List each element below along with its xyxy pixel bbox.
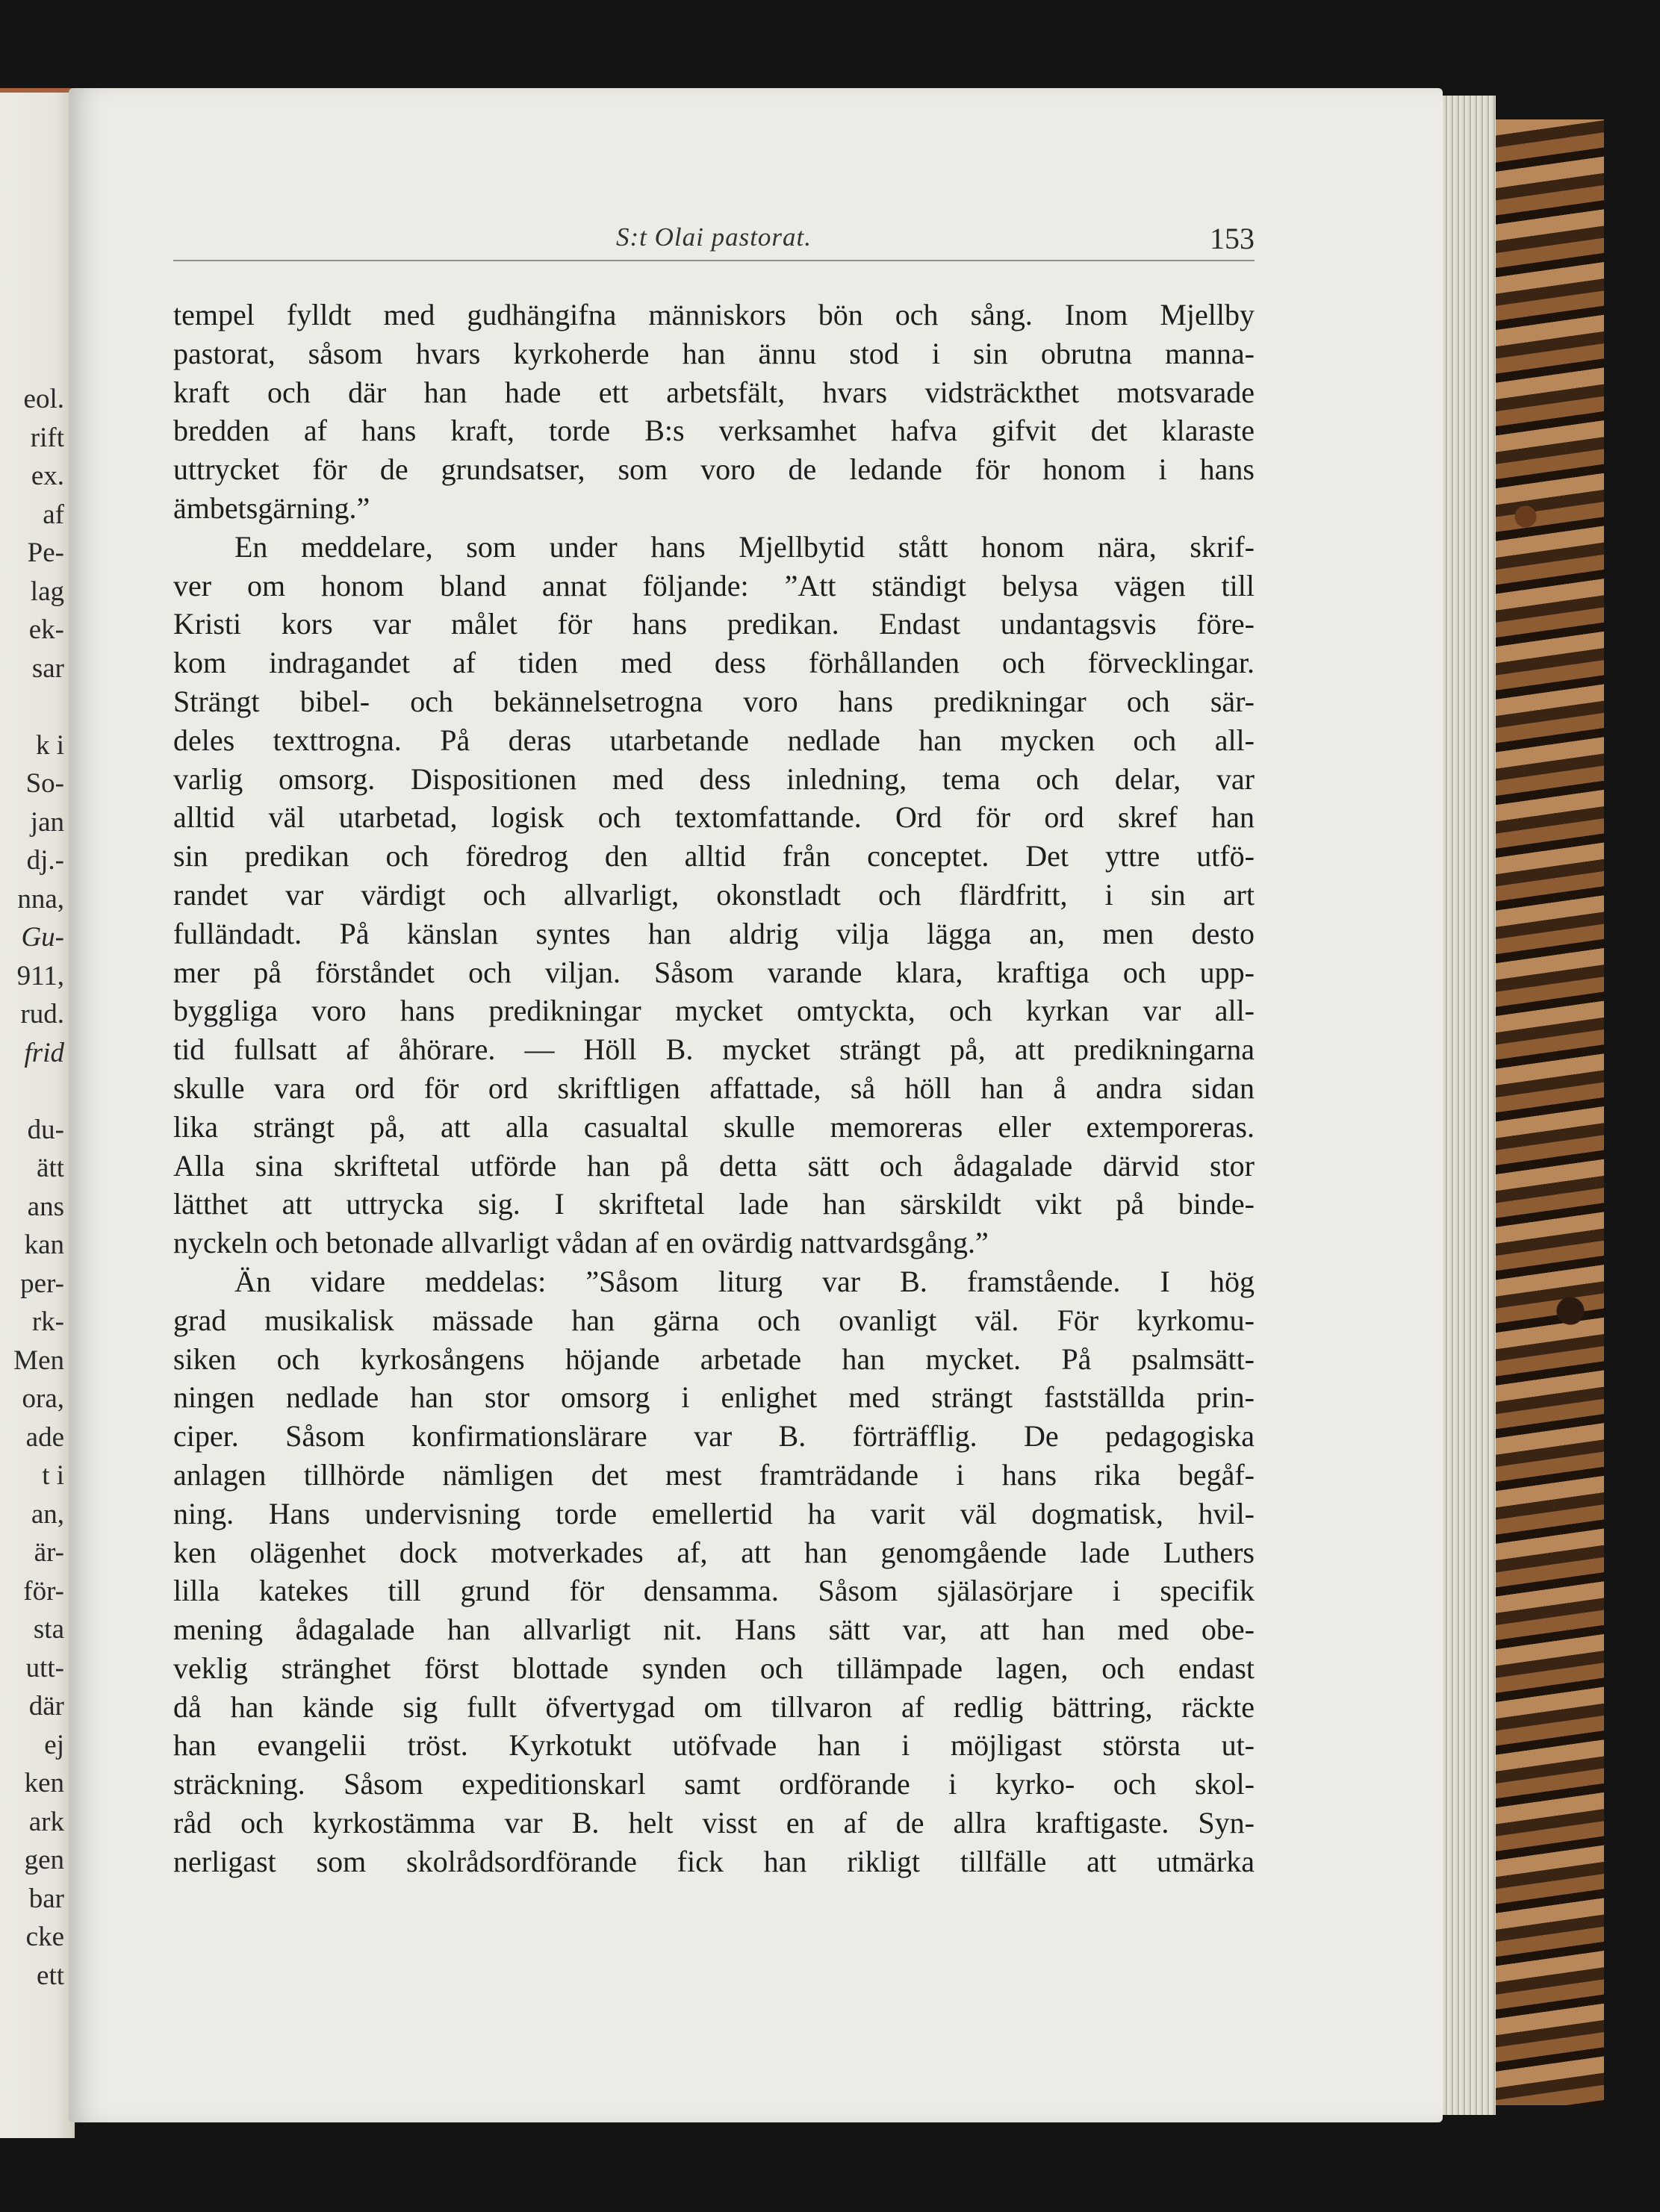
text-line: fulländadt. På känslan syntes han aldrig vilja lägga an, men desto xyxy=(173,916,1255,950)
page-number: 153 xyxy=(1210,222,1255,255)
previous-page-fragment: eol. xyxy=(23,384,64,414)
text-line: kom indragandet af tiden med dess förhållanden och förvecklingar. xyxy=(173,646,1255,680)
previous-page-fragment: ans xyxy=(27,1191,64,1222)
previous-page-sliver xyxy=(0,88,75,2138)
text-line: nerligast som skolrådsordförande fick han rikligt tillfälle att utmärka xyxy=(173,1844,1255,1878)
text-line: ciper. Såsom konfirmationslärare var B. förträfflig. De pedagogiska xyxy=(173,1419,1255,1454)
text-line: alltid väl utarbetad, logisk och textomfattande. Ord för ord skref han xyxy=(173,800,1255,835)
previous-page-fragment: ora, xyxy=(22,1383,64,1414)
text-line: pastorat, såsom hvars kyrkoherde han ännu stod i sin obrutna manna- xyxy=(173,336,1255,370)
previous-page-fragment: an, xyxy=(31,1498,64,1530)
previous-page-fragment: ark xyxy=(28,1806,64,1837)
text-line: han evangelii tröst. Kyrkotukt utöfvade han i möjligast största ut- xyxy=(173,1728,1255,1763)
previous-page-fragment: rk- xyxy=(31,1306,64,1337)
previous-page-fragment: per- xyxy=(20,1268,64,1299)
previous-page-fragment: där xyxy=(28,1691,64,1722)
text-line: kraft och där han hade ett arbetsfält, hvars vidsträckthet motsvarade xyxy=(173,375,1255,409)
previous-page-fragment: ett xyxy=(37,1960,64,1991)
text-line: randet var värdigt och allvarligt, okonstladt och flärdfritt, i sin art xyxy=(173,877,1255,912)
previous-page-fragment: ade xyxy=(25,1421,64,1453)
previous-page-fragment: är- xyxy=(34,1537,64,1568)
text-line: lilla katekes till grund för densamma. Såsom själasörjare i specifik xyxy=(173,1574,1255,1608)
text-line: lätthet att uttrycka sig. I skriftetal lade han särskildt vikt på binde- xyxy=(173,1187,1255,1221)
text-line: varlig omsorg. Dispositionen med dess inledning, tema och delar, var xyxy=(173,761,1255,796)
running-head-title: S:t Olai pastorat. xyxy=(615,222,812,252)
text-line: bredden af hans kraft, torde B:s verksamhet hafva gifvit det klaraste xyxy=(173,414,1255,448)
previous-page-fragment: bar xyxy=(28,1883,64,1914)
text-line: ver om honom bland annat följande: ”Att ständigt belysa vägen till xyxy=(173,568,1255,602)
previous-page-fragment: kan xyxy=(24,1230,64,1260)
previous-page-fragment: So- xyxy=(25,768,64,799)
previous-page-fragment: ex. xyxy=(31,461,64,491)
text-line: ning. Hans undervisning torde emellertid ha varit väl dogmatisk, hvil- xyxy=(173,1496,1255,1530)
text-line: byggliga voro hans predikningar mycket omtyckta, och kyrkan var all- xyxy=(173,994,1255,1028)
running-head xyxy=(173,222,1255,261)
previous-page-fragment: jan xyxy=(30,806,64,838)
previous-page-fragment: ek- xyxy=(28,614,64,645)
text-line: En meddelare, som under hans Mjellbytid stått honom nära, skrif- xyxy=(234,529,1255,564)
previous-page-fragment: du- xyxy=(27,1114,64,1145)
text-line: mening ådagalade han allvarligt nit. Hans sätt var, att han med obe- xyxy=(173,1613,1255,1647)
text-line: lika strängt på, att alla casualtal skulle memoreras eller extemporeras. xyxy=(173,1109,1255,1144)
previous-page-fragment: frid xyxy=(24,1037,64,1068)
text-line: tempel fylldt med gudhängifna människors bön och sång. Inom Mjellby xyxy=(173,298,1255,331)
text-line: ningen nedlade han stor omsorg i enlighet med strängt fastställda prin- xyxy=(173,1380,1255,1415)
previous-page-fragment: Pe- xyxy=(27,538,64,568)
previous-page-fragment: ätt xyxy=(37,1153,64,1183)
text-line: grad musikalisk mässade han gärna och ovanligt väl. För kyrkomu- xyxy=(173,1303,1255,1337)
text-line: då han kände sig fullt öfvertygad om tillvaron af redlig bättring, räckte xyxy=(173,1689,1255,1724)
text-line: råd och kyrkostämma var B. helt visst en af de allra kraftigaste. Syn- xyxy=(173,1806,1255,1840)
page-block-edges xyxy=(1437,96,1496,2115)
previous-page-fragment: sar xyxy=(31,652,64,684)
previous-page-fragment: sta xyxy=(33,1614,64,1645)
previous-page-fragment: rift xyxy=(30,422,64,453)
text-line: ämbetsgärning.” xyxy=(173,490,370,525)
previous-page-fragment: af xyxy=(43,499,64,530)
text-line: uttrycket för de grundsatser, som voro de ledande för honom i hans xyxy=(173,452,1255,487)
previous-page-fragment: k i xyxy=(35,729,64,761)
previous-page-fragment: rud. xyxy=(20,999,64,1029)
previous-page-fragment: för- xyxy=(23,1575,64,1607)
text-line: anlagen tillhörde nämligen det mest framträdande i hans rika begåf- xyxy=(173,1457,1255,1492)
text-line: Än vidare meddelas: ”Såsom liturg var B. framstående. I hög xyxy=(234,1264,1255,1298)
text-line: siken och kyrkosångens höjande arbetade han mycket. På psalmsätt- xyxy=(173,1342,1255,1376)
previous-page-fragment xyxy=(0,688,64,726)
previous-page-fragment: nna, xyxy=(17,883,64,915)
previous-page-fragment: Men xyxy=(13,1345,64,1376)
body-text xyxy=(173,296,1255,1881)
previous-page-fragment: Gu- xyxy=(21,922,64,953)
text-line: deles texttrogna. På deras utarbetande nedlade han mycken och all- xyxy=(173,723,1255,757)
previous-page-fragment: ej xyxy=(44,1729,64,1760)
text-line: Alla sina skriftetal utförde han på detta sätt och ådagalade därvid stor xyxy=(173,1148,1255,1183)
previous-page-fragment: lag xyxy=(30,576,64,607)
text-line: sträckning. Såsom expeditionskarl samt ordförande i kyrko- och skol- xyxy=(173,1767,1255,1801)
previous-page-fragment xyxy=(0,1072,64,1111)
text-line: ken olägenhet dock motverkades af, att han genomgående lade Luthers xyxy=(173,1535,1255,1569)
text-line: skulle vara ord för ord skriftligen affattade, så höll han å andra sidan xyxy=(173,1071,1255,1105)
text-line: Kristi kors var målet för hans predikan. Endast undantagsvis före- xyxy=(173,607,1255,641)
previous-page-fragment: ken xyxy=(24,1768,64,1798)
previous-page-line-endings xyxy=(0,380,64,1995)
text-line: veklig stränghet först blottade synden och tillämpade lagen, och endast xyxy=(173,1651,1255,1685)
previous-page-fragment: utt- xyxy=(25,1652,64,1683)
previous-page-fragment: 911, xyxy=(16,960,64,991)
text-line: tid fullsatt af åhörare. — Höll B. mycket strängt på, att predikningarna xyxy=(173,1032,1255,1067)
previous-page-fragment: cke xyxy=(25,1922,64,1952)
book-cover-binding xyxy=(1486,119,1604,2105)
text-line: mer på förståndet och viljan. Såsom varande klara, kraftiga och upp- xyxy=(173,955,1255,989)
previous-page-fragment: dj.- xyxy=(26,845,64,876)
previous-page-fragment: t i xyxy=(42,1460,64,1491)
text-line: sin predikan och föredrog den alltid från conceptet. Det yttre utfö- xyxy=(173,839,1255,873)
text-line: nyckeln och betonade allvarligt vådan af en ovärdig nattvardsgång.” xyxy=(173,1226,989,1260)
text-line: Strängt bibel- och bekännelsetrogna voro hans predikningar och sär- xyxy=(173,684,1255,718)
book-page xyxy=(69,88,1443,2122)
previous-page-fragment: gen xyxy=(24,1845,64,1875)
